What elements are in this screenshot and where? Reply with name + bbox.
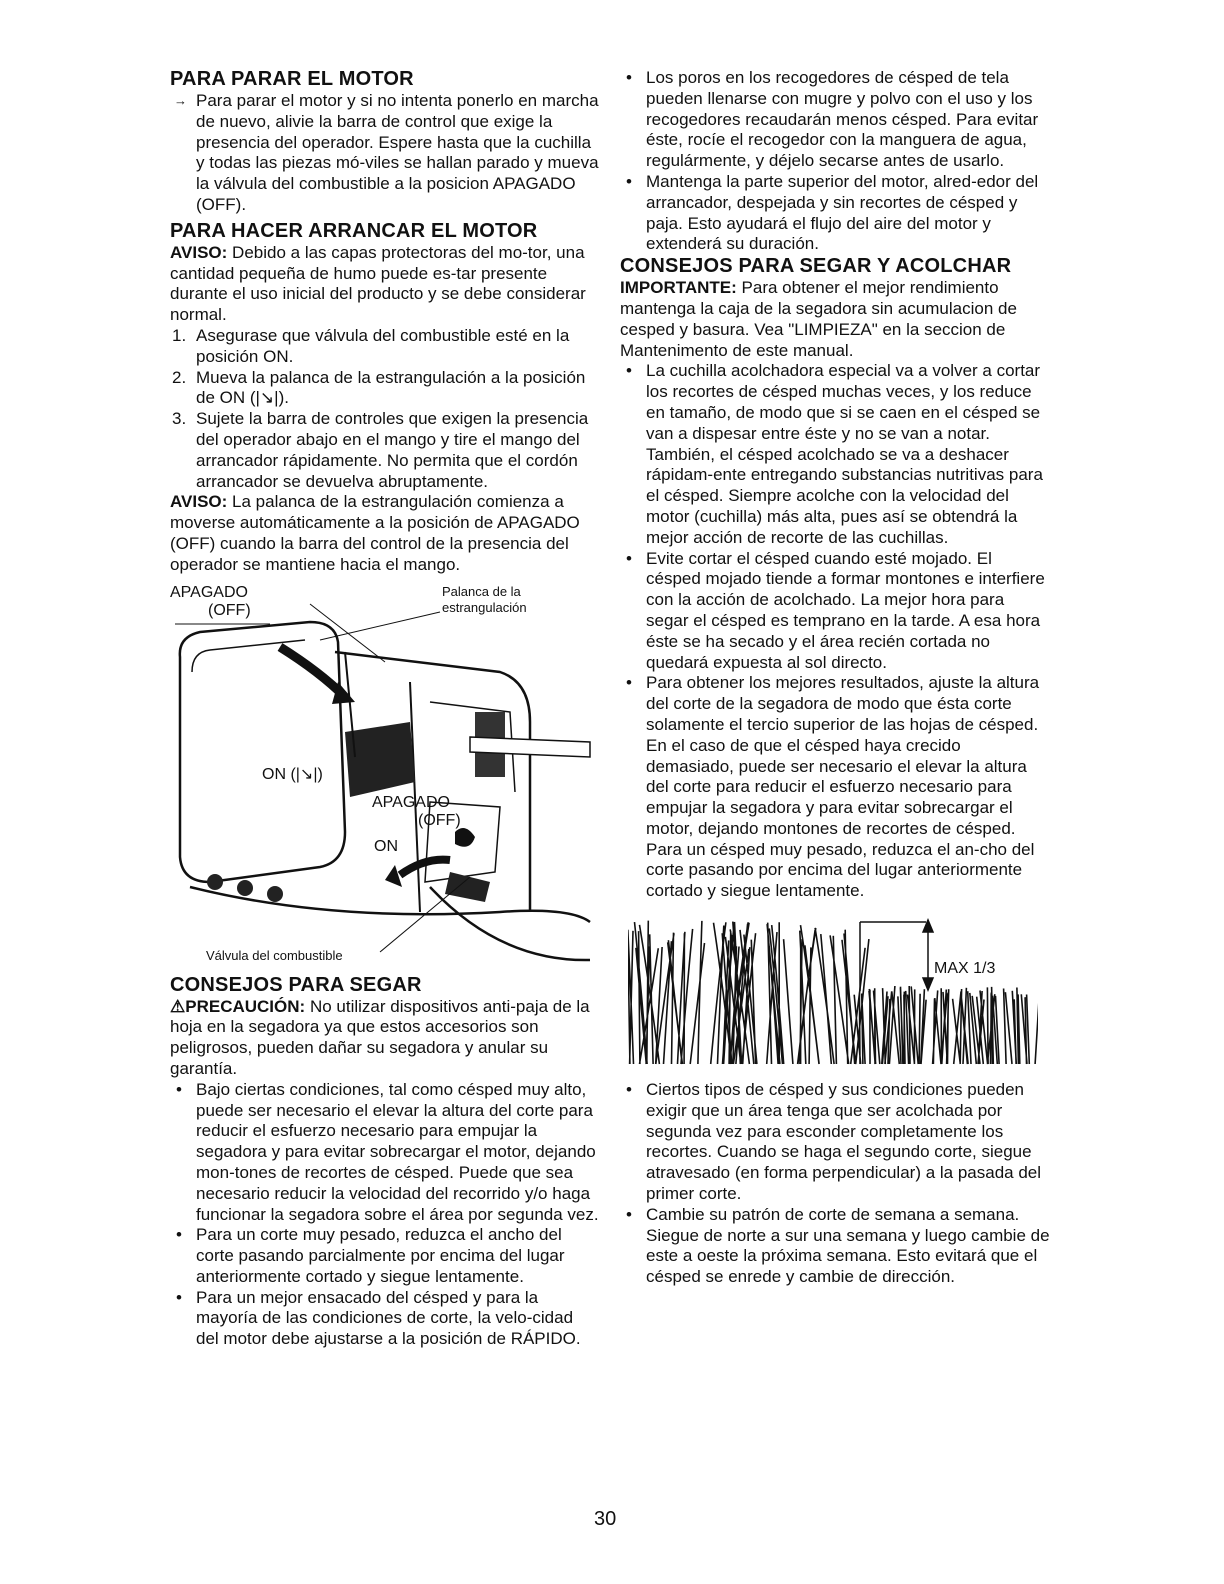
caution-label: PRECAUCIÓN: (185, 996, 306, 1016)
list-item: • Para un corte muy pesado, reduzca el ancho del corte pasando parcialmente por encima del lugar anteriormente cortado y siegue lentamente. (170, 1225, 600, 1287)
notice-label: AVISO: (170, 242, 228, 262)
figure-label-valve: Válvula del combustible (206, 947, 343, 963)
list-item: • Para un mejor ensacado del césped y para la mayoría de las condiciones de corte, la velo-cidad del motor debe ajustarse a la posición de RÁPIDO. (170, 1288, 600, 1350)
start-notice (170, 243, 600, 326)
list-item (170, 409, 600, 492)
right-column (620, 68, 1050, 1288)
figure-label-off-2: (OFF) (418, 811, 461, 829)
left-column (170, 68, 600, 1350)
warning-icon: ⚠ (170, 996, 186, 1016)
start-steps (170, 326, 600, 492)
list-item: • Ciertos tipos de césped y sus condiciones pueden exigir que un área tenga que ser acolchada por segunda vez para esconder completamente los recortes. Cuando se haga el segundo corte, siegue atravesado (en forma perpendicular) a la pasada del primer corte. (620, 1080, 1050, 1205)
notice-text: Debido a las capas protectoras del mo-tor, una cantidad pequeña de humo puede es-tar presente durante el uso inicial del producto y se debe considerar normal. (170, 242, 586, 325)
caution-text: No utilizar dispositivos anti-paja de la hoja en la segadora ya que estos accesorios son peligrosos, pueden dañar su segadora y anular su garantía. (170, 996, 590, 1078)
catcher-tips-list (620, 68, 1050, 255)
mulch-tips-title: CONSEJOS PARA SEGAR Y ACOLCHAR (620, 255, 1012, 278)
page-number: 30 (594, 1508, 617, 1530)
figure-label-off: (OFF) (208, 601, 251, 619)
start-motor-title: PARA HACER ARRANCAR EL MOTOR (170, 219, 538, 242)
list-item (170, 326, 600, 368)
mulch-tips-list (620, 361, 1050, 902)
figure-label-lever-2: estrangulación (442, 599, 527, 615)
figure-label-on-symbol: ON (|↘|) (262, 765, 323, 783)
step-text: Sujete la barra de controles que exigen la presencia del operador abajo en el mango y tire el mango del arrancador rápidamente. No permita que el cordón arrancador se devuelva abruptamente. (196, 409, 589, 491)
engine-figure (170, 582, 595, 972)
step-number: 3. (172, 409, 187, 429)
arrow-down-icon (923, 978, 933, 990)
list-item: • La cuchilla acolchadora especial va a volver a cortar los recortes de césped muchas veces, y los reduce en tamaño, de modo que si se caen en el césped se van a dispesar entre éste y no se van a notar. También, el césped acolchado se va a deshacer rápidam-ente entregando substancias nutritivas para el césped. Siempre acolche con la velocidad del motor (cuchilla) más alta, pues así se obtendrá la mejor acción de recorte de las cuchillas. (620, 361, 1050, 548)
step-text: Asegurase que válvula del combustible esté en la posición ON. (196, 325, 570, 366)
list-item: • Mantenga la parte superior del motor, alred-edor del arrancador, despejada y sin recortes de césped y paja. Esto ayudará el flujo del aire del motor y extenderá su duración. (620, 172, 1050, 255)
notice-text: La palanca de la estrangulación comienza a moverse automáticamente a la posición de APAGADO (OFF) cuando la barra del control de la presencia del operador se mantiene hacia el mango. (170, 492, 580, 574)
caution (170, 997, 600, 1080)
list-item: • Cambie su patrón de corte de semana a semana. Siegue de norte a sur una semana y luego cambie de este a oeste la próxima semana. Esto evitará que el césped se enrede y cambie de dirección. (620, 1205, 1050, 1288)
grass-blades (628, 921, 1038, 1064)
mow-tips-list (170, 1080, 600, 1350)
step-number: 1. (172, 325, 187, 345)
grass-height-figure (628, 916, 1038, 1066)
stop-motor-list (170, 91, 600, 216)
figure-label-on: ON (374, 837, 398, 855)
grass-height-label: MAX 1/3 (934, 960, 996, 978)
list-item (170, 368, 600, 410)
list-item: • Para obtener los mejores resultados, ajuste la altura del corte de la segadora de modo que ésta corte solamente el tercio superior de las hojas de césped. En el caso de que el césped haya crecido demasiado, puede ser necesario el elevar la altura del corte para reducir el esfuerzo necesario para empujar la segadora y para evitar sobrecargar el motor, dejando montones de recortes de césped. Para un césped muy pesado, reduzca el an-cho del corte pasando por encima del lugar anteriormente cortado y siegue lentamente. (620, 673, 1050, 902)
figure-label-apagado: APAGADO (170, 583, 248, 601)
figure-label-apagado-2: APAGADO (372, 793, 450, 811)
choke-notice (170, 492, 600, 575)
notice-label: AVISO: (170, 492, 228, 512)
list-item: • Bajo ciertas condiciones, tal como césped muy alto, puede ser necesario el elevar la altura del corte para reducir el esfuerzo necesario para empujar la segadora y para evitar sobrecargar el motor, dejando mon-tones de recortes de césped. Puede que sea necesario reducir la velocidad del recorrido y/o haga funcionar la segadora sobre el área por segunda vez. (170, 1080, 600, 1226)
stop-motor-title: PARA PARAR EL MOTOR (170, 68, 414, 90)
list-item: → Para parar el motor y si no intenta ponerlo en marcha de nuevo, alivie la barra de control que exige la presencia del operador. Espere hasta que la cuchilla y todas las piezas mó-viles se hallan parado y mueva la válvula del combustible a la posicion APAGADO (OFF). (170, 91, 600, 216)
list-item: • Evite cortar el césped cuando esté mojado. El césped mojado tiende a formar montones e interfiere con la acción de acolchado. La mejor hora para segar el césped es temprano en la tarde. A esa hora éste se ha secado y el área recién cortada no quedará expuesta al sol directo. (620, 549, 1050, 674)
list-item: • Los poros en los recogedores de césped de tela pueden llenarse con mugre y polvo con el uso y los recogedores recaudarán menos césped. Para evitar éste, rocíe el recogedor con la manguera de agua, regulármente, y déjelo secarse antes de usarlo. (620, 68, 1050, 172)
engine-illustration (170, 582, 595, 972)
grass-illustration (628, 916, 1038, 1066)
important-text: Para obtener el mejor rendimiento mantenga la caja de la segadora sin acumulacion de cesped y basura. Vea "LIMPIEZA" en la seccion de Mantenimento de este manual. (620, 278, 1017, 360)
mow-tips-title: CONSEJOS PARA SEGAR (170, 973, 422, 996)
step-text: Mueva la palanca de la estrangulación a la posición de ON (|↘|). (196, 367, 586, 408)
figure-label-lever: Palanca de la (442, 583, 521, 599)
important-label: IMPORTANTE: (620, 278, 737, 298)
step-number: 2. (172, 367, 187, 387)
pattern-tips-list (620, 1080, 1050, 1288)
important-notice (620, 278, 1050, 361)
